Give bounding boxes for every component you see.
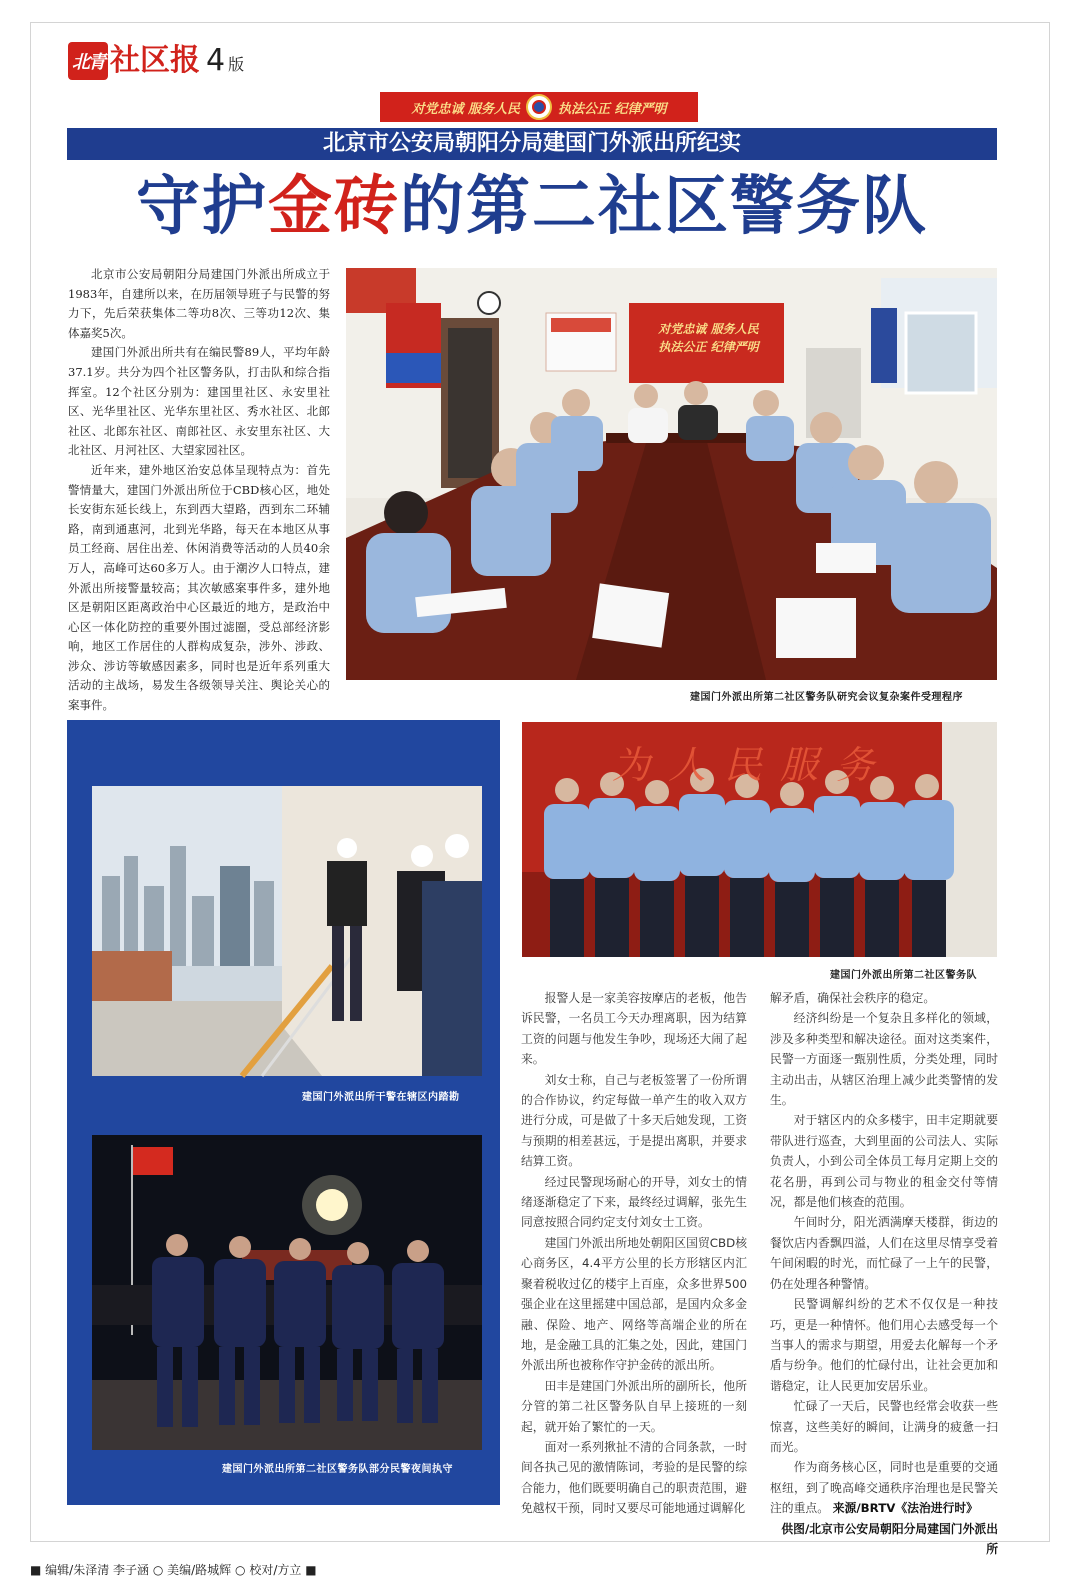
body-column-2 — [770, 988, 998, 1556]
intro-paragraph: 建国门外派出所共有在编民警89人，平均年龄37.1岁。共分为四个社区警务队，打击队和综合指挥室。12个社区分别为：建国里社区、永安里社区、光华里社区、光华东里社区、秀水社区、北郎社区、北郎东社区、南郎社区、永安里东社区、大北社区、月河社区、大望家园社区。 — [68, 345, 330, 458]
group-photo-caption: 建国门外派出所第二社区警务队 — [830, 970, 977, 981]
body-paragraph: 作为商务核心区，同时也是重要的交通枢纽，到了晚高峰交通秩序治理也是民警关注的重点。 来源/BRTV《法治进行时》 — [770, 1460, 998, 1516]
body-paragraph: 建国门外派出所地处朝阳区国贸CBD核心商务区，4.4平方公里的长方形辖区内汇聚着税收过亿的楼宇上百座，众多世界500强企业在这里摇建中国总部，是国内众多金融、保险、地产、网络等高端企业的所在地，是金融工具的汇集之处，因此，建国门外派出所也被称作守护金砖的派出所。 — [521, 1235, 747, 1373]
slogan-right: 执法公正 纪律严明 — [558, 101, 667, 117]
body-continuation: 解矛盾，确保社会秩序的稳定。 — [770, 991, 936, 1005]
footer-proofreader: 校对/方立 — [249, 1563, 302, 1577]
wall-slogan: 对党忠诚 服务人民 执法公正 纪律严明 — [658, 322, 759, 354]
meeting-caption: 建国门外派出所第二社区警务队研究会议复杂案件受理程序 — [690, 692, 963, 703]
edition-suffix: 版 — [228, 55, 245, 74]
night-duty-caption: 建国门外派出所第二社区警务队部分民警夜间执守 — [222, 1464, 453, 1475]
body-paragraph: 忙碌了一天后，民警也经常会收获一些惊喜，这些美好的瞬间，让满身的疲惫一扫而光。 — [770, 1399, 998, 1454]
footer-dot-icon: ○ — [152, 1563, 168, 1577]
meeting-photo — [346, 268, 997, 680]
slogan-banner — [380, 92, 698, 122]
body-paragraph: 经济纠纷是一个复杂且多样化的领域，涉及多种类型和解决途径。面对这类案件，民警一方面逐一甄别性质，分类处理，同时主动出击，从辖区治理上减少此类警情的发生。 — [770, 1011, 998, 1108]
title-highlight: 金砖 — [268, 170, 400, 244]
photo-panel — [67, 720, 500, 1505]
police-badge-icon — [526, 94, 552, 120]
newspaper-logo: 北青 — [68, 42, 108, 80]
footer — [30, 1560, 730, 1580]
body-paragraph: 面对一系列揪扯不清的合同条款，一时间各执己见的激情陈词，考验的是民警的综合能力，他们既要明确自己的职责范围，避免越权干预，同时又要尽可能地通过调解化 — [521, 1439, 747, 1516]
body-paragraph: 田丰是建国门外派出所的副所长，他所分管的第二社区警务队自早上接班的一刻起，就开始了繁忙的一天。 — [521, 1378, 747, 1434]
photo-credit: 供图/北京市公安局朝阳分局建国门外派出所 — [781, 1521, 998, 1556]
footer-square-icon: ■ — [305, 1563, 317, 1577]
body-column-1 — [521, 988, 747, 1516]
body-paragraph: 刘女士称，自己与老板签署了一份所谓的合作协议，约定每做一单产生的收入双方进行分成，可是做了十多天后她发现，工资与预期的相差甚远，于是提出离职，并要求结算工资。 — [521, 1072, 747, 1169]
body-paragraph: 午间时分，阳光洒满摩天楼群，街边的餐饮店内香飘四溢，人们在这里尽情享受着午间闲暇的时光，而忙碌了一上午的民警，仍在处理各种警情。 — [770, 1215, 998, 1291]
intro-paragraph: 近年来，建外地区治安总体呈现特点为：首先警情量大，建国门外派出所位于CBD核心区，地处长安街东延长线上，东到西大望路，西到东二环辅路，南到通惠河，北到光华路，每天在本地区从事员工经商、居住出差、休闲消费等活动的人员40余万人，高峰可达60多万人。由于潮汐人口特点，建外派出所接警量较高；其次敏感案事件多，建外地区是朝阳区距离政治中心区最近的地方，是政治中心区一体化防控的重要外围过滤圈，受总部经济影响，地区工作居住的人群构成复杂，涉外、涉政、涉众、涉访等敏感因素多，同时也是近年系列重大活动的主战场，易发生各级领导关注、舆论关心的案事件。 — [68, 462, 330, 713]
paper-name: 社区报 — [110, 43, 200, 78]
patrol-building-photo — [92, 786, 482, 1076]
footer-square-icon: ■ — [30, 1563, 46, 1577]
footer-editor: 编辑/朱泽清 李子涵 — [45, 1563, 150, 1577]
body-paragraph: 对于辖区内的众多楼宇，田丰定期就要带队进行巡查，大到里面的公司法人、实际负责人，小到公司全体员工每月定期上交的花名册，再到公司与物业的租金交付等情况，都是他们核查的范围。 — [770, 1113, 998, 1210]
title-part-2: 的第二社区警务队 — [400, 170, 928, 244]
slogan-left: 对党忠诚 服务人民 — [411, 101, 520, 117]
article-title — [67, 162, 997, 252]
wall-banner-text: 为人民服务 — [612, 743, 893, 787]
footer-designer: 美编/路城辉 — [167, 1563, 232, 1577]
group-photo — [522, 722, 997, 957]
body-paragraph: 民警调解纠纷的艺术不仅仅是一种技巧，更是一种情怀。他们用心去感受每一个当事人的需求与期望，用爱去化解每一个矛盾与纷争。他们的忙碌付出，让社会更加和谐稳定，让人民更加安居乐业。 — [770, 1297, 998, 1393]
footer-dot-icon: ○ — [235, 1563, 250, 1577]
body-paragraph: 经过民警现场耐心的开导，刘女士的情绪逐渐稳定了下来，最终经过调解，张先生同意按照合同约定支付刘女士工资。 — [521, 1174, 747, 1230]
source-credit: 来源/BRTV《法治进行时》 — [832, 1501, 978, 1516]
night-duty-photo — [92, 1135, 482, 1450]
intro-paragraph: 北京市公安局朝阳分局建国门外派出所成立于1983年，自建所以来，在历届领导班子与民警的努力下，先后荣获集体二等功8次、三等功12次、集体嘉奖5次。 — [68, 267, 330, 340]
body-paragraph: 报警人是一家美容按摩店的老板，他告诉民警，一名员工今天办理离职，因为结算工资的问题与他发生争吵，现场还大闹了起来。 — [521, 991, 747, 1067]
edition-number: 4 — [206, 43, 226, 78]
masthead — [68, 40, 244, 80]
patrol-building-caption: 建国门外派出所干警在辖区内踏勘 — [302, 1092, 460, 1103]
title-part-1: 守护 — [136, 170, 268, 244]
intro-column — [68, 265, 330, 713]
article-subtitle: 北京市公安局朝阳分局建国门外派出所纪实 — [67, 128, 997, 160]
